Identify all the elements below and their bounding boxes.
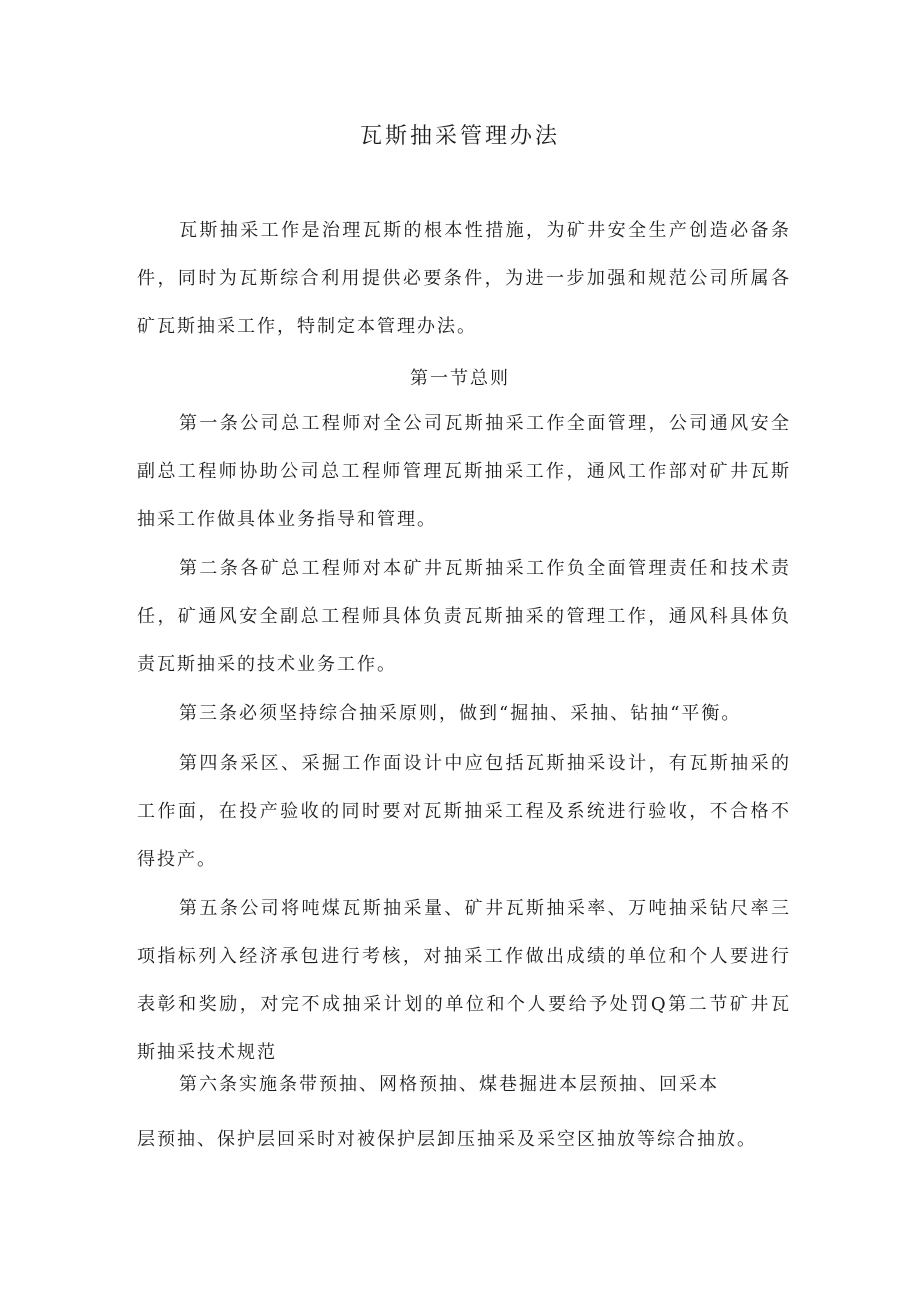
article-5: 第五条公司将吨煤瓦斯抽采量、矿井瓦斯抽采率、万吨抽采钻尺率三项指标列入经济承包进行考核，对抽采工作做出成绩的单位和个人要进行表彰和奖励，对完不成抽采计划的单位和个人要给予处罚Q第二节矿井瓦斯抽采技术规范 xyxy=(137,898,791,1063)
section-heading-general: 第一节总则 xyxy=(410,368,510,389)
intro-paragraph: 瓦斯抽采工作是治理瓦斯的根本性措施，为矿井安全生产创造必备条件，同时为瓦斯综合利用提供必要条件，为进一步加强和规范公司所属各矿瓦斯抽采工作，特制定本管理办法。 xyxy=(137,220,791,337)
article-6-line-2: 层预抽、保护层回采时对被保护层卸压抽采及采空区抽放等综合抽放。 xyxy=(137,1129,757,1150)
article-1: 第一条公司总工程师对全公司瓦斯抽采工作全面管理，公司通风安全副总工程师协助公司总工程师管理瓦斯抽采工作，通风工作部对矿井瓦斯抽采工作做具体业务指导和管理。 xyxy=(137,413,791,530)
article-4: 第四条采区、采掘工作面设计中应包括瓦斯抽采设计，有瓦斯抽采的工作面，在投产验收的同时要对瓦斯抽采工程及系统进行验收，不合格不得投产。 xyxy=(137,753,791,870)
article-2: 第二条各矿总工程师对本矿井瓦斯抽采工作负全面管理责任和技术责任，矿通风安全副总工程师具体负责瓦斯抽采的管理工作，通风科具体负责瓦斯抽采的技术业务工作。 xyxy=(137,558,791,675)
article-6-line-1: 第六条实施条带预抽、网格预抽、煤巷掘进本层预抽、回采本 xyxy=(179,1074,719,1095)
article-3: 第三条必须坚持综合抽采原则，做到“掘抽、采抽、钻抽“平衡。 xyxy=(179,703,742,724)
document-title: 瓦斯抽采管理办法 xyxy=(359,124,560,149)
